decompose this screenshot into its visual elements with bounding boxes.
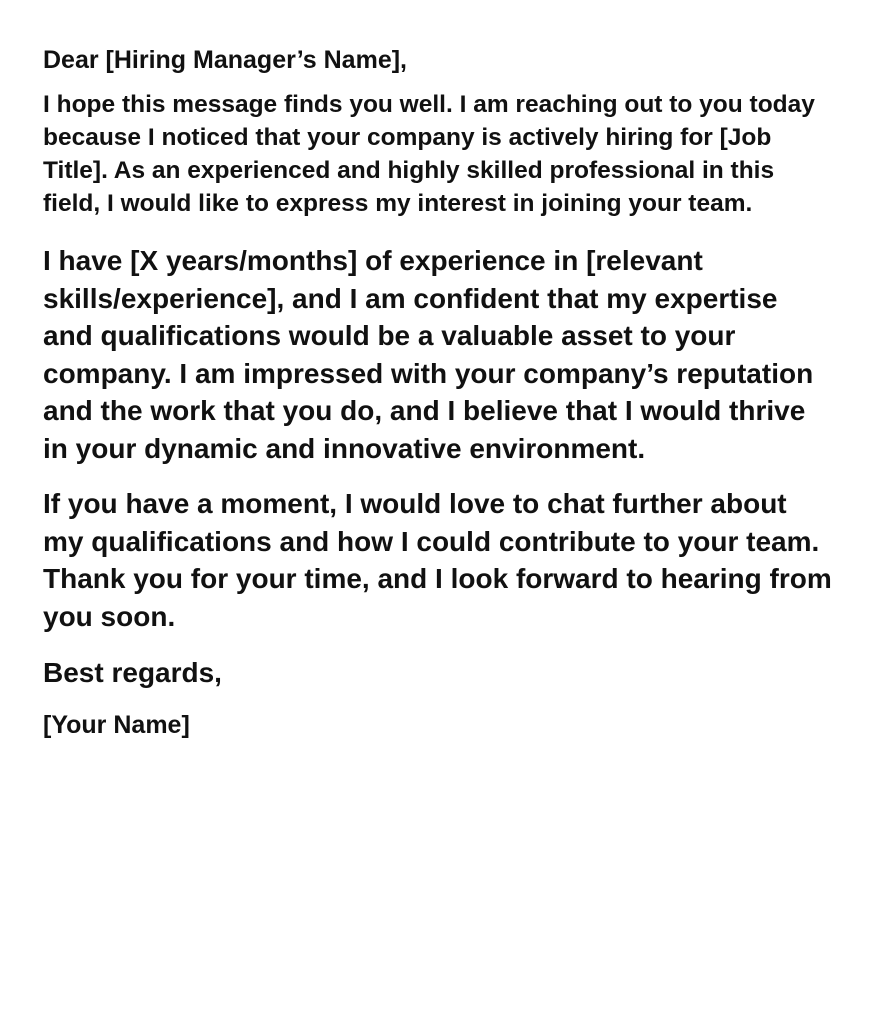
paragraph-closing-request: If you have a moment, I would love to chat further about my qualifications and how I could contribute to your team. Thank you for your time, and I look forward to hearing from you soon. <box>43 488 832 632</box>
closing: Best regards, <box>43 657 222 688</box>
cover-letter <box>43 40 833 743</box>
paragraph-experience: I have [X years/months] of experience in [relevant skills/experience], and I am confident that my expertise and qualifications would be a valuable asset to your company. I am impressed with your company’s reputation and the work that you do, and I believe that I would thrive in your dynamic and innovative environment. <box>43 245 814 464</box>
signature: [Your Name] <box>43 711 190 739</box>
paragraph-intro: I hope this message finds you well. I am reaching out to you today because I noticed that your company is actively hiring for [Job Title]. As an experienced and highly skilled professional in this field, I would like to express my interest in joining your team. <box>43 91 815 217</box>
salutation: Dear [Hiring Manager’s Name], <box>43 46 407 74</box>
